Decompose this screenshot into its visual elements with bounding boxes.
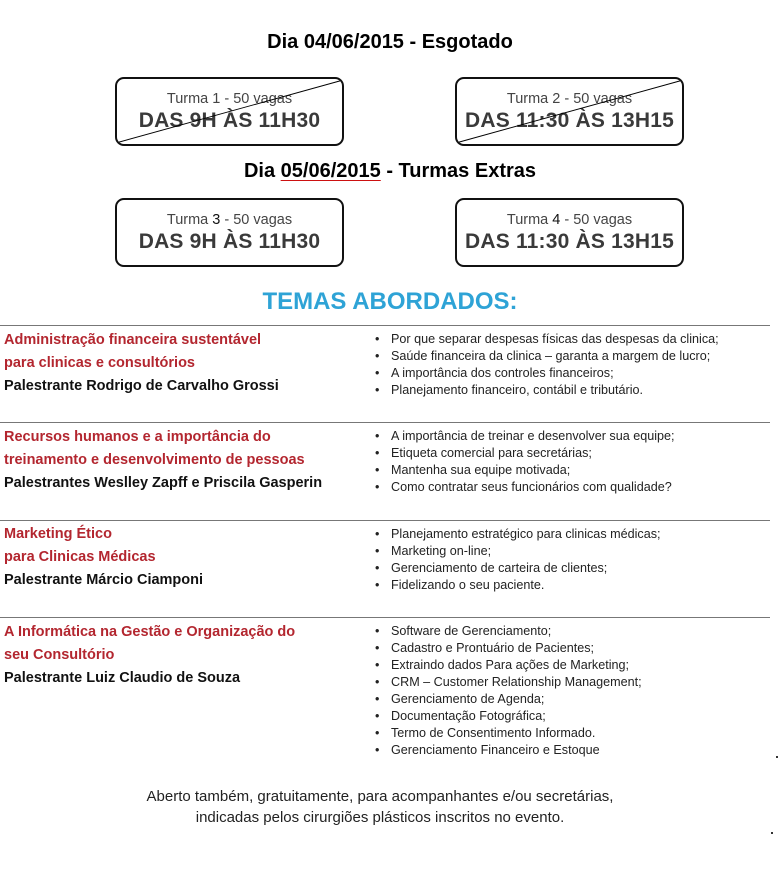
turma-label: Turma 4 - 50 vagas [506, 212, 633, 228]
topic-2-items [375, 428, 770, 496]
bullet-icon: • [375, 624, 380, 638]
divider [0, 520, 770, 521]
bullet-icon: • [375, 544, 380, 558]
divider [0, 617, 770, 618]
stray-dot [771, 832, 773, 834]
list-item: • Cadastro e Prontuário de Pacientes; [375, 641, 595, 655]
bullet-icon: • [375, 743, 380, 757]
turma-hours: DAS 9H ÀS 11H30 [138, 230, 321, 253]
list-item: • Gerenciamento de Agenda; [375, 692, 545, 706]
bullet-icon: • [375, 658, 380, 672]
turma-label: Turma 3 - 50 vagas [166, 212, 293, 228]
bullet-icon: • [375, 578, 380, 592]
temas-heading: TEMAS ABORDADOS: [262, 288, 518, 315]
topic-title-line: Administração financeira sustentável [4, 332, 262, 348]
bullet-icon: • [375, 692, 380, 706]
day1-title: Dia 04/06/2015 - Esgotado [267, 31, 513, 53]
bullet-icon: • [375, 527, 380, 541]
list-item: • A importância de treinar e desenvolver sua equipe; [375, 429, 675, 443]
bullet-icon: • [375, 366, 380, 380]
slot-turma-4[interactable] [455, 198, 684, 267]
topic-3-items [375, 526, 770, 594]
day2-date: 05/06/2015 [280, 160, 381, 182]
topic-title-line: para Clinicas Médicas [4, 549, 156, 565]
footer-note [0, 786, 760, 828]
bullet-icon: • [375, 641, 380, 655]
sold-out-strike-icon [457, 79, 682, 144]
bullet-icon: • [375, 429, 380, 443]
bullet-icon: • [375, 463, 380, 477]
topic-1 [4, 329, 364, 398]
list-item: • Marketing on-line; [375, 544, 492, 558]
topic-3 [4, 523, 364, 592]
topic-speaker: Palestrante Rodrigo de Carvalho Grossi [4, 378, 279, 394]
list-item: • Gerenciamento de carteira de clientes; [375, 561, 608, 575]
list-item: • Como contratar seus funcionários com qualidade? [375, 480, 672, 494]
bullet-icon: • [375, 675, 380, 689]
list-item: • A importância dos controles financeiros; [375, 366, 614, 380]
bullet-icon: • [375, 383, 380, 397]
bullet-icon: • [375, 349, 380, 363]
list-item: • Por que separar despesas físicas das despesas da clinica; [375, 332, 719, 346]
list-item: • Termo de Consentimento Informado. [375, 726, 596, 740]
topic-speaker: Palestrante Márcio Ciamponi [4, 572, 204, 588]
list-item: • Documentação Fotográfica; [375, 709, 546, 723]
turma-hours: DAS 11:30 ÀS 13H15 [464, 109, 675, 132]
topic-title-line: para clinicas e consultórios [4, 355, 195, 371]
topic-4-items [375, 623, 770, 759]
topic-title-line: Marketing Ético [4, 526, 112, 542]
divider [0, 422, 770, 423]
footer-line: Aberto também, gratuitamente, para acompanhantes e/ou secretárias, [146, 788, 614, 805]
topic-title-line: treinamento e desenvolvimento de pessoas [4, 452, 305, 468]
topic-speaker: Palestrantes Weslley Zapff e Priscila Gasperin [4, 475, 323, 491]
turma-hours: DAS 11:30 ÀS 13H15 [464, 230, 675, 253]
sold-out-strike-icon [117, 79, 342, 144]
list-item: • Planejamento financeiro, contábil e tributário. [375, 383, 644, 397]
slot-turma-3[interactable] [115, 198, 344, 267]
footer-line: indicadas pelos cirurgiões plásticos inscritos no evento. [195, 809, 565, 826]
list-item: • Extraindo dados Para ações de Marketing; [375, 658, 630, 672]
bullet-icon: • [375, 446, 380, 460]
list-item: • Planejamento estratégico para clinicas médicas; [375, 527, 661, 541]
turma-hours: DAS 9H ÀS 11H30 [138, 109, 321, 132]
topic-title-line: A Informática na Gestão e Organização do [4, 624, 296, 640]
list-item: • Etiqueta comercial para secretárias; [375, 446, 592, 460]
topic-speaker: Palestrante Luiz Claudio de Souza [4, 670, 241, 686]
list-item: • Fidelizando o seu paciente. [375, 578, 545, 592]
bullet-icon: • [375, 561, 380, 575]
list-item: • CRM – Customer Relationship Management; [375, 675, 642, 689]
topic-1-items [375, 331, 770, 399]
bullet-icon: • [375, 332, 380, 346]
list-item: • Saúde financeira da clinica – garanta a margem de lucro; [375, 349, 711, 363]
turma-label: Turma 2 - 50 vagas [506, 91, 633, 107]
topic-title-line: Recursos humanos e a importância do [4, 429, 271, 445]
day2-title: Dia 05/06/2015 - Turmas Extras [243, 160, 537, 182]
slot-turma-1[interactable] [115, 77, 344, 146]
list-item: • Gerenciamento Financeiro e Estoque [375, 743, 600, 757]
list-item: • Mantenha sua equipe motivada; [375, 463, 571, 477]
bullet-icon: • [375, 709, 380, 723]
divider [0, 325, 770, 326]
stray-dot [776, 756, 778, 758]
topic-4 [4, 621, 364, 690]
slot-turma-2[interactable] [455, 77, 684, 146]
topic-title-line: seu Consultório [4, 647, 115, 663]
topic-2 [4, 426, 364, 495]
bullet-icon: • [375, 480, 380, 494]
turma-label: Turma 1 - 50 vagas [166, 91, 293, 107]
bullet-icon: • [375, 726, 380, 740]
list-item: • Software de Gerenciamento; [375, 624, 552, 638]
